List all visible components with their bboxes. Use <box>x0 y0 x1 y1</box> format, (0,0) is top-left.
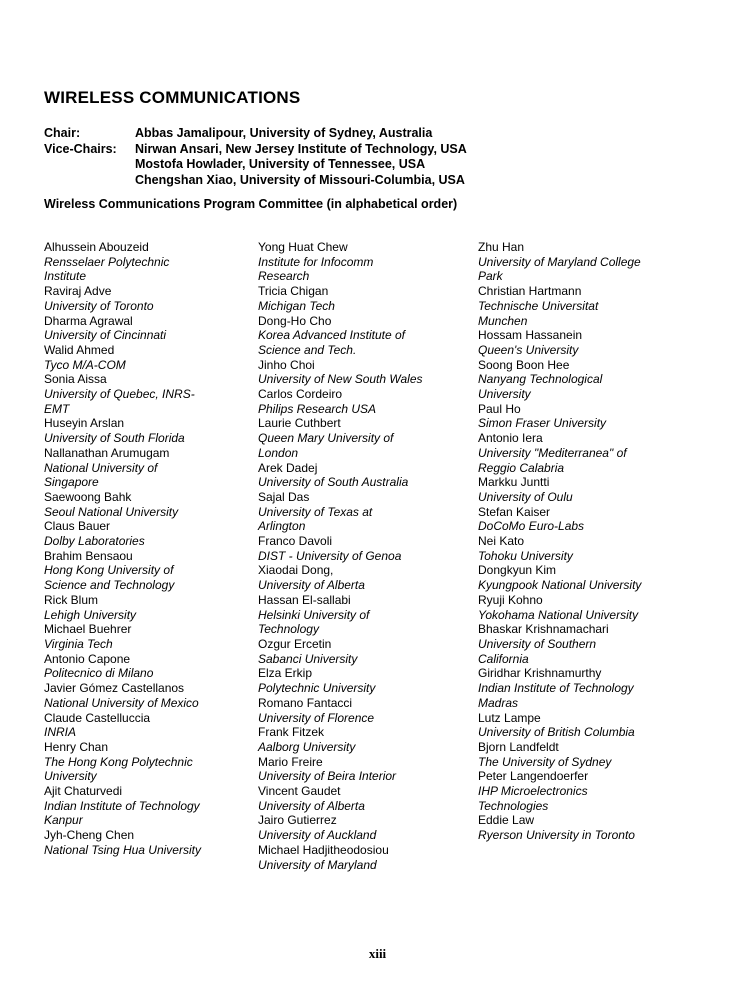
committee-member-name: Rick Blum <box>44 592 99 607</box>
committee-member-name: Stefan Kaiser <box>478 504 551 519</box>
committee-member-affiliation: Nanyang Technological <box>478 372 603 387</box>
chair-value: Abbas Jamalipour, University of Sydney, Australia <box>135 126 433 140</box>
committee-member-name: Sajal Das <box>258 489 310 504</box>
committee-member-affiliation: University "Mediterranea" of <box>478 445 627 460</box>
committee-member-affiliation: University of Oulu <box>478 489 573 504</box>
vice-chairs-list <box>135 142 467 189</box>
committee-member-name: Alhussein Abouzeid <box>44 240 149 254</box>
committee-member-affiliation: Tyco M/A-COM <box>44 357 126 372</box>
committee-member-affiliation: University <box>478 387 531 402</box>
committee-member-affiliation: Dolby Laboratories <box>44 534 145 549</box>
committee-member-name: Dong-Ho Cho <box>258 313 332 328</box>
committee-member-name: Michael Hadjitheodosiou <box>258 842 389 857</box>
committee-column-2 <box>258 240 478 872</box>
committee-member-affiliation: University of Florence <box>258 710 375 725</box>
committee-member-affiliation: Indian Institute of Technology <box>44 798 200 813</box>
committee-member-name: Sonia Aissa <box>44 372 107 387</box>
committee-member-name: Xiaodai Dong, <box>258 563 334 578</box>
committee-member-affiliation: University <box>44 769 97 784</box>
committee-member-affiliation: Institute for Infocomm <box>258 254 374 269</box>
committee-member-affiliation: Philips Research USA <box>258 401 377 416</box>
committee-member-name: Mario Freire <box>258 754 323 769</box>
committee-member-affiliation: Singapore <box>44 475 99 490</box>
committee-member-name: Claude Castelluccia <box>44 710 151 725</box>
committee-member-affiliation: California <box>478 651 529 666</box>
committee-member-name: Hassan El-sallabi <box>258 592 351 607</box>
page-title: WIRELESS COMMUNICATIONS <box>44 88 301 107</box>
committee-column-1 <box>44 240 258 872</box>
committee-member-affiliation: Aalborg University <box>258 739 356 754</box>
committee-member-affiliation: University of South Florida <box>44 431 185 446</box>
committee-member-name: Jyh-Cheng Chen <box>44 828 135 843</box>
committee-member-name: Ozgur Ercetin <box>258 636 332 651</box>
committee-member-affiliation: Munchen <box>478 313 528 328</box>
committee-member-name: Markku Juntti <box>478 475 550 490</box>
committee-member-affiliation: National University of Mexico <box>44 695 199 710</box>
committee-member-name: Antonio Iera <box>478 431 543 446</box>
committee-member-name: Brahim Bensaou <box>44 548 133 563</box>
committee-member-affiliation: University of Quebec, INRS- <box>44 387 195 402</box>
committee-member-affiliation: Queen's University <box>478 342 579 357</box>
committee-member-affiliation: Seoul National University <box>44 504 179 519</box>
committee-member-affiliation: Michigan Tech <box>258 298 335 313</box>
committee-member-name: Vincent Gaudet <box>258 784 341 799</box>
committee-member-name: Giridhar Krishnamurthy <box>478 666 602 681</box>
committee-member-affiliation: Arlington <box>258 519 306 534</box>
committee-member-affiliation: University of Alberta <box>258 798 365 813</box>
committee-member-affiliation: Korea Advanced Institute of <box>258 328 405 343</box>
committee-member-affiliation: University of Cincinnati <box>44 328 167 343</box>
committee-member-name: Soong Boon Hee <box>478 357 570 372</box>
committee-member-name: Elza Erkip <box>258 666 313 681</box>
committee-member-name: Huseyin Arslan <box>44 416 125 431</box>
committee-member-affiliation: University of Toronto <box>44 298 154 313</box>
committee-member-name: Claus Bauer <box>44 519 111 534</box>
committee-member-name: Michael Buehrer <box>44 622 132 637</box>
committee-member-affiliation: Kanpur <box>44 813 83 828</box>
committee-member-affiliation: University of Southern <box>478 636 597 651</box>
committee-member-affiliation: Indian Institute of Technology <box>478 681 634 696</box>
committee-member-affiliation: The University of Sydney <box>478 754 612 769</box>
committee-member-name: Romano Fantacci <box>258 695 353 710</box>
committee-member-affiliation: Technische Universitat <box>478 298 599 313</box>
committee-member-affiliation: Science and Technology <box>44 578 175 593</box>
committee-member-affiliation: Technology <box>258 622 319 637</box>
vice-chair-line: Nirwan Ansari, New Jersey Institute of Technology, USA <box>135 141 467 156</box>
committee-member-affiliation: University of New South Wales <box>258 372 423 387</box>
committee-member-affiliation: University of Auckland <box>258 828 377 843</box>
committee-member-name: Christian Hartmann <box>478 284 582 299</box>
committee-member-affiliation: London <box>258 445 299 460</box>
committee-member-affiliation: Research <box>258 269 310 284</box>
committee-columns <box>44 240 728 872</box>
committee-member-affiliation: Tohoku University <box>478 548 573 563</box>
committee-member-name: Frank Fitzek <box>258 725 325 740</box>
committee-member-affiliation: Lehigh University <box>44 607 137 622</box>
committee-member-affiliation: University of Alberta <box>258 578 365 593</box>
committee-member-affiliation: University of Texas at <box>258 504 373 519</box>
committee-member-affiliation: Hong Kong University of <box>44 563 174 578</box>
committee-member-name: Raviraj Adve <box>44 284 112 299</box>
committee-member-affiliation: Reggio Calabria <box>478 460 565 475</box>
committee-member-affiliation: Politecnico di Milano <box>44 666 154 681</box>
committee-member-name: Paul Ho <box>478 401 521 416</box>
committee-member-name: Henry Chan <box>44 739 109 754</box>
committee-member-name: Peter Langendoerfer <box>478 769 589 784</box>
committee-member-affiliation: Park <box>478 269 503 284</box>
committee-member-affiliation: DIST - University of Genoa <box>258 548 402 563</box>
committee-member-affiliation: Madras <box>478 695 519 710</box>
committee-member-affiliation: University of Maryland College <box>478 254 641 269</box>
committee-member-name: Carlos Cordeiro <box>258 387 343 402</box>
committee-member-name: Bhaskar Krishnamachari <box>478 622 609 637</box>
committee-member-affiliation: Institute <box>44 269 87 284</box>
committee-member-name: Walid Ahmed <box>44 342 115 357</box>
committee-member-affiliation: Queen Mary University of <box>258 431 394 446</box>
committee-member-affiliation: The Hong Kong Polytechnic <box>44 754 193 769</box>
vice-chair-line: Chengshan Xiao, University of Missouri-Columbia, USA <box>135 172 465 187</box>
committee-heading: Wireless Communications Program Committee (in alphabetical order) <box>44 197 458 211</box>
committee-member-name: Dongkyun Kim <box>478 563 557 578</box>
committee-member-affiliation: IHP Microelectronics <box>478 784 588 799</box>
committee-member-affiliation: EMT <box>44 401 70 416</box>
committee-member-affiliation: Sabanci University <box>258 651 358 666</box>
committee-member-affiliation: INRIA <box>44 725 77 740</box>
committee-member-name: Zhu Han <box>478 240 525 254</box>
vice-chairs-label: Vice-Chairs: <box>44 141 117 156</box>
committee-member-name: Franco Davoli <box>258 534 333 549</box>
committee-member-name: Antonio Capone <box>44 651 131 666</box>
committee-member-name: Laurie Cuthbert <box>258 416 341 431</box>
committee-member-name: Jairo Gutierrez <box>258 813 337 828</box>
committee-member-affiliation: University of Maryland <box>258 857 377 872</box>
committee-member-name: Ajit Chaturvedi <box>44 784 123 799</box>
committee-member-name: Nallanathan Arumugam <box>44 445 170 460</box>
vice-chair-line: Mostofa Howlader, University of Tennessee, USA <box>135 157 426 172</box>
committee-member-affiliation: National University of <box>44 460 158 475</box>
committee-member-name: Saewoong Bahk <box>44 489 132 504</box>
chair-label: Chair: <box>44 126 81 140</box>
committee-member-name: Dharma Agrawal <box>44 313 133 328</box>
committee-member-affiliation: National Tsing Hua University <box>44 842 201 857</box>
committee-member-affiliation: Science and Tech. <box>258 342 357 357</box>
committee-member-name: Yong Huat Chew <box>258 240 348 254</box>
committee-member-affiliation: Rensselaer Polytechnic <box>44 254 170 269</box>
committee-member-affiliation: Yokohama National University <box>478 607 639 622</box>
committee-member-name: Tricia Chigan <box>258 284 329 299</box>
committee-member-name: Arek Dadej <box>258 460 318 475</box>
committee-member-affiliation: University of Beira Interior <box>258 769 397 784</box>
committee-member-affiliation: Kyungpook National University <box>478 578 642 593</box>
committee-member-affiliation: Virginia Tech <box>44 636 113 651</box>
committee-member-name: Ryuji Kohno <box>478 592 543 607</box>
committee-member-name: Nei Kato <box>478 534 525 549</box>
committee-member-name: Eddie Law <box>478 813 535 828</box>
page-number: xiii <box>368 946 387 961</box>
committee-member-affiliation: Technologies <box>478 798 549 813</box>
committee-member-name: Bjorn Landfeldt <box>478 739 559 754</box>
committee-member-affiliation: Polytechnic University <box>258 681 376 696</box>
committee-member-affiliation: DoCoMo Euro-Labs <box>478 519 585 534</box>
committee-member-affiliation: Simon Fraser University <box>478 416 607 431</box>
chairs-block <box>44 126 467 188</box>
committee-member-affiliation: University of British Columbia <box>478 725 635 740</box>
committee-member-name: Javier Gómez Castellanos <box>44 681 185 696</box>
committee-column-3 <box>478 240 728 872</box>
committee-member-affiliation: Ryerson University in Toronto <box>478 828 635 843</box>
committee-member-name: Hossam Hassanein <box>478 328 583 343</box>
committee-member-affiliation: University of South Australia <box>258 475 409 490</box>
committee-member-name: Lutz Lampe <box>478 710 541 725</box>
committee-member-name: Jinho Choi <box>258 357 315 372</box>
committee-member-affiliation: Helsinki University of <box>258 607 370 622</box>
